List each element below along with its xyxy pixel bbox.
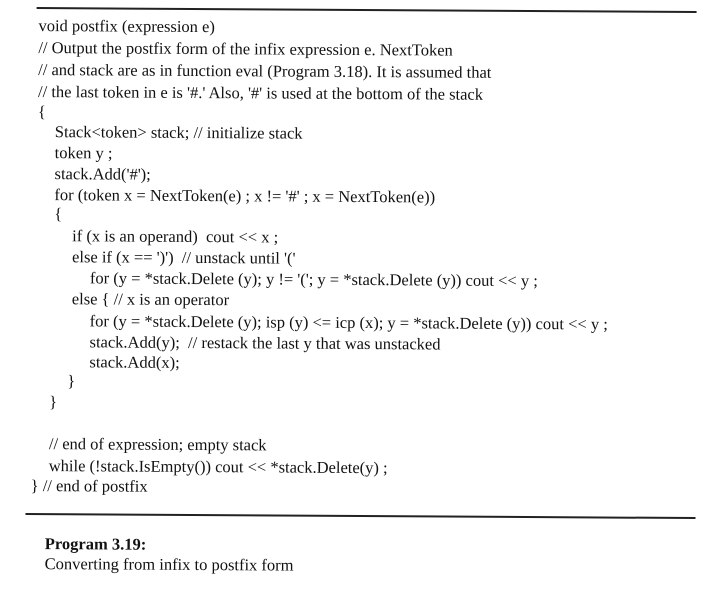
code-line-19: } xyxy=(49,392,58,412)
caption-label: Program 3.19: xyxy=(44,534,147,554)
code-line-5: { xyxy=(37,102,46,122)
code-line-7: token y ; xyxy=(54,143,113,163)
code-listing xyxy=(2,0,720,496)
code-line-16: stack.Add(y); // restack the last y that was unstacked xyxy=(89,332,441,354)
code-line-22: } // end of postfix xyxy=(30,475,148,496)
code-line-1: void postfix (expression e) xyxy=(38,16,215,37)
code-line-12: else if (x == ')') // unstack until '(' xyxy=(72,247,296,268)
caption-text: Converting from infix to postfix form xyxy=(44,554,294,575)
code-line-17: stack.Add(x); xyxy=(89,352,180,372)
code-line-13: for (y = *stack.Delete (y); y != '('; y = *stack.Delete (y)) cout << y ; xyxy=(89,268,538,291)
code-line-11: if (x is an operand) cout << x ; xyxy=(72,226,279,247)
code-line-4: // the last token in e is '#.' Also, '#' is used at the bottom of the stack xyxy=(38,82,484,104)
code-line-3: // and stack are as in function eval (Program 3.18). It is assumed that xyxy=(38,60,492,82)
code-line-14: else { // x is an operator xyxy=(71,289,230,310)
top-rule xyxy=(37,7,697,13)
code-line-2: // Output the postfix form of the infix expression e. NextToken xyxy=(38,38,453,60)
code-line-21: while (!stack.IsEmpty()) cout << *stack.Delete(y) ; xyxy=(48,456,388,478)
code-line-20: // end of expression; empty stack xyxy=(48,434,267,455)
code-line-10: { xyxy=(54,204,63,224)
code-line-9: for (token x = NextToken(e) ; x != '#' ; x = NextToken(e)) xyxy=(54,185,436,207)
code-line-18: } xyxy=(67,371,76,391)
code-line-8: stack.Add('#'); xyxy=(54,164,151,184)
code-line-6: Stack<token> stack; // initialize stack xyxy=(54,122,303,143)
code-line-15: for (y = *stack.Delete (y); isp (y) <= icp (x); y = *stack.Delete (y)) cout << y ; xyxy=(89,311,608,334)
figure-caption xyxy=(28,514,294,596)
